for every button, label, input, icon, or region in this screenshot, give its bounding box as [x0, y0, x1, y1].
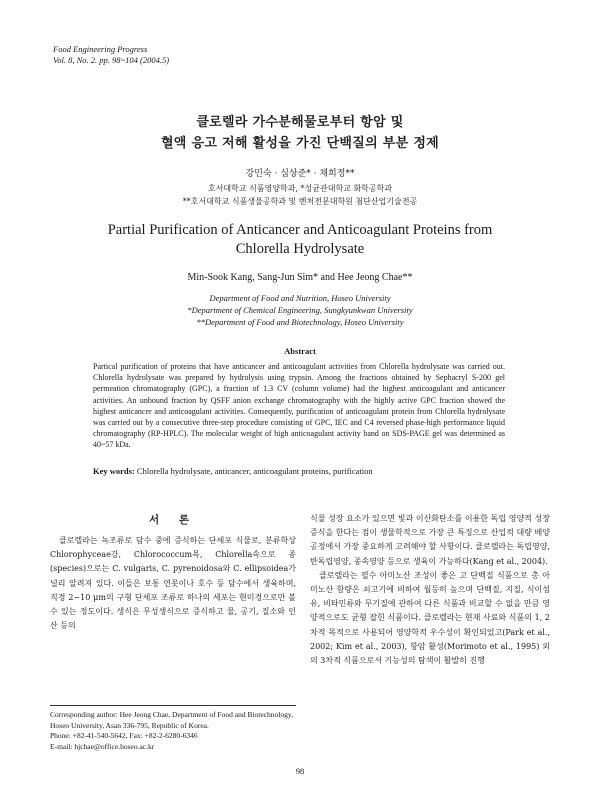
english-title-line-1: Partial Purification of Anticancer and Anticoagulant Proteins from: [107, 222, 493, 238]
journal-header: [53, 44, 169, 66]
keywords-label: Key words:: [93, 466, 135, 476]
footnote-line-1: Corresponding author: Hee Jeong Chae, Department of Food and Biotechnology, Hoseo University, Asan 336-795, Republic of Korea.: [50, 710, 294, 730]
abstract-heading: Abstract: [284, 346, 316, 356]
section-heading-introduction: 서 론: [149, 514, 197, 526]
right-column: [310, 512, 550, 668]
korean-affiliation-line-1: 호서대학교 식품영양학과, *성균관대학교 화학공학과: [207, 184, 393, 193]
keywords-text: Chlorella hydrolysate, anticancer, anticoagulant proteins, purification: [136, 466, 373, 476]
journal-volume: Vol. 8, No. 2. pp. 98~104 (2004.5): [53, 55, 170, 65]
korean-affiliations: [0, 182, 600, 208]
intro-paragraph-right-1: 식물 성장 요소가 있으면 빛과 이산화탄소를 이용한 독립 영양적 성장 증식을 한다는 점이 생물학적으로 가장 큰 특징으로 산업적 대량 배양 공정에서 가장 중요하게 고려해야 할 사항이다. 클로렐라는 독립영양, 반독립영양, 종속영양 등으로 생육이 가능하다(Kang et al., 2004).: [310, 514, 550, 566]
journal-name: Food Engineering Progress: [53, 44, 148, 54]
keywords: [93, 466, 505, 476]
english-affiliation-line-1: Department of Food and Nutrition, Hoseo University: [209, 293, 391, 303]
korean-affiliation-line-2: **호서대학교 식품생물공학과 및 벤처전문대학원 첨단산업기술전공: [182, 197, 418, 206]
english-authors: Min-Sook Kang, Sang-Jun Sim* and Hee Jeong Chae**: [187, 272, 413, 283]
korean-title-line-1: 클로렐라 가수분해물로부터 항암 및: [196, 115, 404, 130]
corresponding-author-footnote: [50, 705, 296, 752]
english-affiliations: [0, 292, 600, 328]
footnote-line-2: Phone: +82-41-540-5642, Fax: +82-2-6280-6346: [50, 731, 198, 740]
korean-authors: 강민숙 · 심상준* · 채희정**: [245, 169, 355, 179]
abstract-text: Partical purification of proteins that have anticancer and anticoagulant activities from Chlorella hydrolysate was carried out. Chlorella hydrolysate was prepared by hydrolysis using trypsin. Among the fractions obtained by Sephacryl S-200 gel permeation chromatography (GPC), a fraction of 1.3 CV (column volume) had the highest anticoagulant and anticancer activities. An unbound fraction by QSFF anion exchange chromatography with the highly active GPC fraction showed the highest anticancer and anticoagulant activities. Consequently, purification of anticoagulant protein from Chlorella hydrolysate was carried out by a consecutive three-step procedure consisting of GPC, IEC and C4 reversed phase-high performance liquid chromatography (RP-HPLC). The molecular weight of high anticoagulant activity band on SDS-PAGE gel was determined as 40~57 kDa.: [93, 362, 505, 450]
english-title-line-2: Chlorella Hydrolysate: [235, 241, 365, 257]
footnote-line-3: E-mail: hjchae@office.hoseo.ac.kr: [50, 741, 155, 751]
english-title: [0, 221, 600, 259]
korean-title-line-2: 혈액 응고 저해 활성을 가진 단백질의 부분 정제: [160, 136, 440, 151]
intro-paragraph-left: 클로렐라는 녹조류로 담수 중에 증식하는 단세포 식물로, 분류학상 Chlorophyceae강, Chlorococcum목, Chlorella속으로 종(species)으로는 C. vulgaris, C. pyrenoidosa와 C. ellipsoidea가 널리 알려져 있다. 이들은 보통 연못이나 호수 등 담수에서 생육하며, 직경 2~10 μm의 구형 단세포 조류로 하나의 세포는 현미경으로만 볼 수 있는 정도이다. 생식은 무성생식으로 증식하고 물, 공기, 질소와 인산 등의: [50, 536, 296, 631]
page-number: 98: [295, 766, 305, 776]
english-affiliation-line-3: **Department of Food and Biotechnology, Hoseo University: [196, 317, 404, 327]
intro-paragraph-right-2: 클로렐라는 필수 아미노산 조성이 좋은 고 단백질 식품으로 총 아미노산 함량은 쇠고기에 비하여 월등히 높으며 단백질, 지질, 식이섬유, 비타민류와 무기질에 관하여 다른 식품과 비교할 수 없을 만큼 영양적으로도 균형 잡힌 식품이다. 클로렐라는 현재 사료와 식품의 1, 2차적 목적으로 사용되어 영양학적 우수성이 확인되었고(Park et al., 2002; Kim et al., 2003), 항암 활성(Morimoto et al., 1995) 외의 3차적 식품으로서 기능성의 탐색이 활발히 진행: [310, 570, 550, 666]
korean-title: [0, 112, 600, 154]
english-affiliation-line-2: *Department of Chemical Engineering, Sungkyunkwan University: [187, 305, 413, 315]
left-column: [50, 512, 296, 633]
